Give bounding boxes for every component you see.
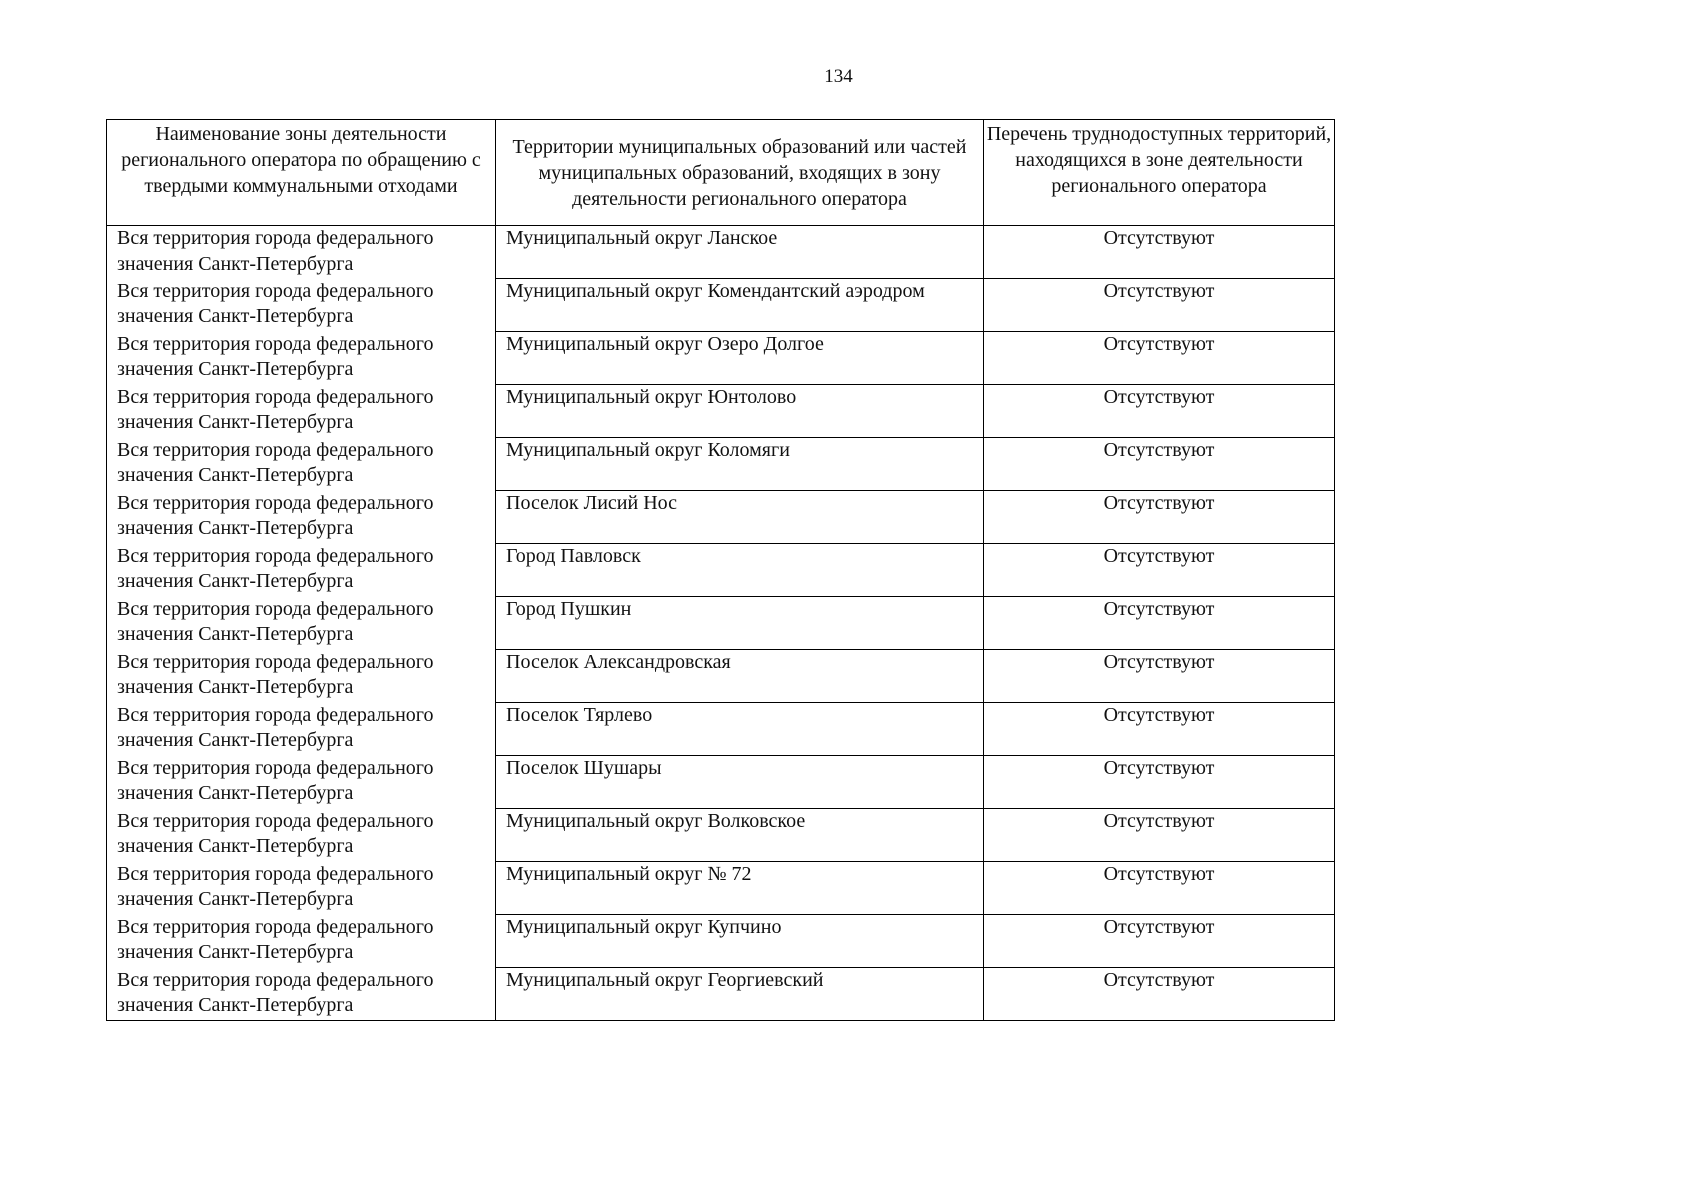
cell-remote-territories: Отсутствуют	[984, 491, 1335, 544]
cell-remote-territories: Отсутствуют	[984, 544, 1335, 597]
cell-zone: Вся территория города федерального значения Санкт-Петербурга	[107, 915, 496, 968]
table-row	[107, 544, 1335, 597]
table-row	[107, 862, 1335, 915]
cell-remote-territories: Отсутствуют	[984, 597, 1335, 650]
cell-remote-territories: Отсутствуют	[984, 862, 1335, 915]
cell-remote-territories: Отсутствуют	[984, 332, 1335, 385]
cell-remote-territories: Отсутствуют	[984, 756, 1335, 809]
cell-zone: Вся территория города федерального значения Санкт-Петербурга	[107, 226, 496, 279]
cell-territory: Муниципальный округ Озеро Долгое	[496, 332, 984, 385]
cell-zone: Вся территория города федерального значения Санкт-Петербурга	[107, 862, 496, 915]
cell-zone: Вся территория города федерального значения Санкт-Петербурга	[107, 968, 496, 1021]
cell-zone: Вся территория города федерального значения Санкт-Петербурга	[107, 279, 496, 332]
cell-territory: Муниципальный округ Волковское	[496, 809, 984, 862]
table-row	[107, 915, 1335, 968]
cell-remote-territories: Отсутствуют	[984, 915, 1335, 968]
cell-zone: Вся территория города федерального значения Санкт-Петербурга	[107, 438, 496, 491]
cell-zone: Вся территория города федерального значения Санкт-Петербурга	[107, 756, 496, 809]
cell-remote-territories: Отсутствуют	[984, 438, 1335, 491]
page-number: 134	[824, 66, 853, 87]
cell-zone: Вся территория города федерального значения Санкт-Петербурга	[107, 332, 496, 385]
table-header-row	[107, 120, 1335, 226]
table-body	[107, 226, 1335, 1021]
cell-territory: Город Павловск	[496, 544, 984, 597]
cell-zone: Вся территория города федерального значения Санкт-Петербурга	[107, 544, 496, 597]
cell-zone: Вся территория города федерального значения Санкт-Петербурга	[107, 385, 496, 438]
cell-territory: Муниципальный округ Коломяги	[496, 438, 984, 491]
cell-remote-territories: Отсутствуют	[984, 809, 1335, 862]
cell-territory: Муниципальный округ Юнтолово	[496, 385, 984, 438]
cell-remote-territories: Отсутствуют	[984, 650, 1335, 703]
table-row	[107, 703, 1335, 756]
table-row	[107, 809, 1335, 862]
table-row	[107, 385, 1335, 438]
cell-territory: Муниципальный округ Купчино	[496, 915, 984, 968]
table-row	[107, 597, 1335, 650]
cell-zone: Вся территория города федерального значения Санкт-Петербурга	[107, 491, 496, 544]
table-row	[107, 438, 1335, 491]
cell-remote-territories: Отсутствуют	[984, 385, 1335, 438]
cell-territory: Муниципальный округ Ланское	[496, 226, 984, 279]
cell-territory: Город Пушкин	[496, 597, 984, 650]
cell-territory: Поселок Тярлево	[496, 703, 984, 756]
table-row	[107, 332, 1335, 385]
cell-remote-territories: Отсутствуют	[984, 279, 1335, 332]
territory-table	[106, 119, 1335, 1021]
cell-territory: Поселок Шушары	[496, 756, 984, 809]
cell-remote-territories: Отсутствуют	[984, 968, 1335, 1021]
table-row	[107, 279, 1335, 332]
table-row	[107, 491, 1335, 544]
cell-territory: Муниципальный округ № 72	[496, 862, 984, 915]
cell-territory: Поселок Александровская	[496, 650, 984, 703]
table-row	[107, 650, 1335, 703]
table-row	[107, 756, 1335, 809]
cell-zone: Вся территория города федерального значения Санкт-Петербурга	[107, 809, 496, 862]
table-row	[107, 968, 1335, 1021]
cell-zone: Вся территория города федерального значения Санкт-Петербурга	[107, 650, 496, 703]
cell-territory: Поселок Лисий Нос	[496, 491, 984, 544]
header-remote-territories: Перечень труднодоступных территорий, находящихся в зоне деятельности регионального оператора	[984, 120, 1335, 226]
cell-zone: Вся территория города федерального значения Санкт-Петербурга	[107, 703, 496, 756]
header-zone-name: Наименование зоны деятельности регионального оператора по обращению с твердыми коммунальными отходами	[107, 120, 496, 226]
cell-remote-territories: Отсутствуют	[984, 703, 1335, 756]
cell-territory: Муниципальный округ Комендантский аэродром	[496, 279, 984, 332]
table-row	[107, 226, 1335, 279]
cell-territory: Муниципальный округ Георгиевский	[496, 968, 984, 1021]
header-territories: Территории муниципальных образований или частей муниципальных образований, входящих в зону деятельности регионального оператора	[496, 120, 984, 226]
cell-zone: Вся территория города федерального значения Санкт-Петербурга	[107, 597, 496, 650]
cell-remote-territories: Отсутствуют	[984, 226, 1335, 279]
table-header	[107, 120, 1335, 226]
